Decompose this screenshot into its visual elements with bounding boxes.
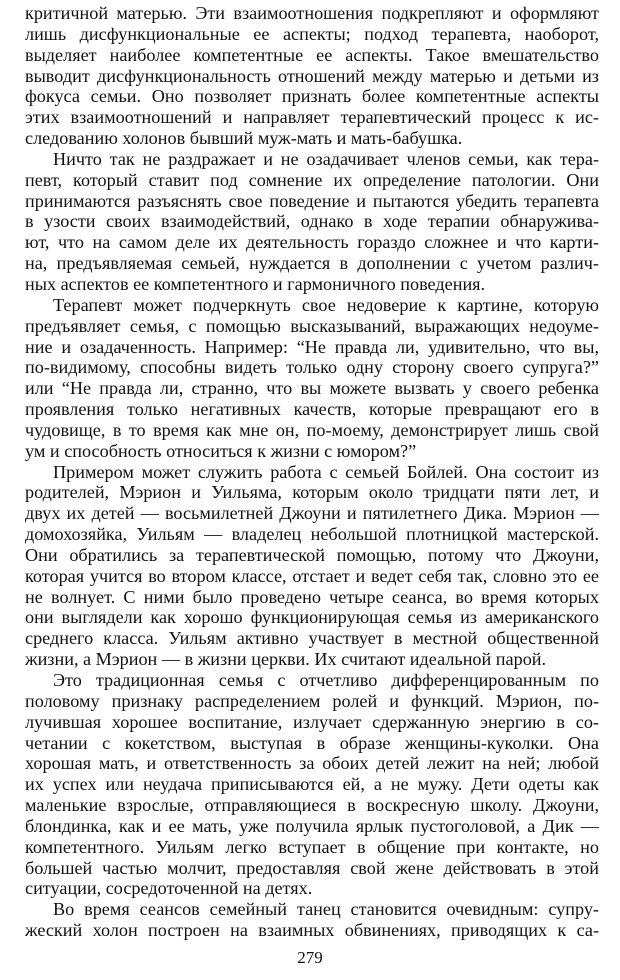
text-line: хорошая мать, и ответственность за обоих детей лежит на ней; любой [25,753,599,774]
text-line: или “Не правда ли, странно, что вы можете вызвать у своего ребенка [25,378,599,399]
text-line: блондинка, как и ее мать, уже получила ярлык пустоголовой, а Дик — [25,815,599,836]
text-line: фокуса семьи. Оно позволяет признать более компетентные аспекты [25,86,599,107]
text-line: ум и способность относиться к жизни с юмором?” [25,440,417,461]
text-line: Они обратились за терапевтической помощью, потому что Джоуни, [25,544,599,565]
text-line: которая учится во втором классе, отстает и ведет себя так, словно это ее [25,565,599,586]
text-line: половому признаку распределением ролей и функций. Мэрион, по- [25,690,599,711]
text-line: принимаются разъяснять свое поведение и пытаются убедить терапевта [25,190,599,211]
text-line: они выглядели как хорошо функционирующая семья из американского [25,607,599,628]
text-line: в узости своих взаимодействий, однако в ходе терапии обнаружива- [25,211,599,232]
text-line: ют, что на самом деле их деятельность гораздо сложнее и что карти- [25,232,599,253]
text-line: выводит дисфункциональность отношений между матерью и детьми из [25,65,599,86]
text-line: их успех или неудача приписываются ей, а не мужу. Дети одеты как [25,774,599,795]
text-line: большей частью молчит, предоставляя свой жене действовать в этой [25,857,599,878]
text-line: жеский холон построен на взаимных обвинениях, приводящих к са- [25,920,599,941]
text-line: по-видимому, способны видеть только одну сторону своего супруга?” [25,357,599,378]
paragraph-first-line: Терапевт может подчеркнуть свое недоверие к картине, которую [53,294,599,315]
body-text [25,3,599,941]
text-line: лишь дисфункциональные ее аспекты; подход терапевта, наоборот, [25,23,599,44]
text-line: домохозяйка, Уильям — владелец небольшой плотницкой мастерской. [25,524,599,545]
text-line: ние и озадаченность. Например: “Не правда ли, удивительно, что вы, [25,336,599,357]
paragraph-first-line: Это традиционная семья с отчетливо дифференцированным по [53,670,599,690]
text-line: чудовище, в то время как мне он, по-моему, демонстрирует лишь свой [25,419,599,440]
text-line: среднего класса. Уильям активно участвует в местной общественной [25,628,599,649]
text-line: жизни, а Мэрион — в жизни церкви. Их считают идеальной парой. [25,649,547,670]
text-line: предъявляет семья, с помощью высказываний, выражающих недоуме- [25,315,599,336]
text-line: критичной матерью. Эти взаимоотношения подкрепляют и оформляют [25,3,599,23]
text-line: ситуации, сосредоточенной на детях. [25,878,313,899]
text-line: певт, который ставит под сомнение их определение патологии. Они [25,169,599,190]
text-line: лучившая хорошее воспитание, излучает сдержанную энергию в со- [25,711,599,732]
text-line: четании с кокетством, выступая в образе женщины-куколки. Она [25,732,599,753]
text-line: на, предъявляемая семьей, нуждается в дополнении с учетом различ- [25,253,599,274]
text-line: следованию холонов бывший муж-мать и мать-бабушка. [25,128,463,149]
page-number: 279 [297,948,323,967]
text-line: компетентного. Уильям легко вступает в общение при контакте, но [25,836,599,857]
paragraph-first-line: Во время сеансов семейный танец становится очевидным: супру- [53,899,599,920]
text-line: ных аспектов ее компетентного и гармоничного поведения. [25,273,486,294]
text-line: двух их детей — восьмилетней Джоуни и пятилетнего Дика. Мэрион — [25,503,599,524]
text-line: маленькие взрослые, отправляющиеся в воскресную школу. Джоуни, [25,795,599,816]
paragraph-first-line: Ничто так не раздражает и не озадачивает членов семьи, как тера- [53,148,599,169]
text-line: выделяет наиболее компетентные ее аспекты. Такое вмешательство [25,44,599,65]
text-line: не волнует. С ними было проведено четыре сеанса, во время которых [25,586,599,607]
paragraph-first-line: Примером может служить работа с семьей Бойлей. Она состоит из [53,461,599,482]
text-line: родителей, Мэрион и Уильяма, которым около тридцати пяти лет, и [25,482,599,503]
text-line: этих взаимоотношений и направляет терапевтический процесс к ис- [25,107,599,128]
text-line: проявления только негативных качеств, которые превращают его в [25,399,599,420]
